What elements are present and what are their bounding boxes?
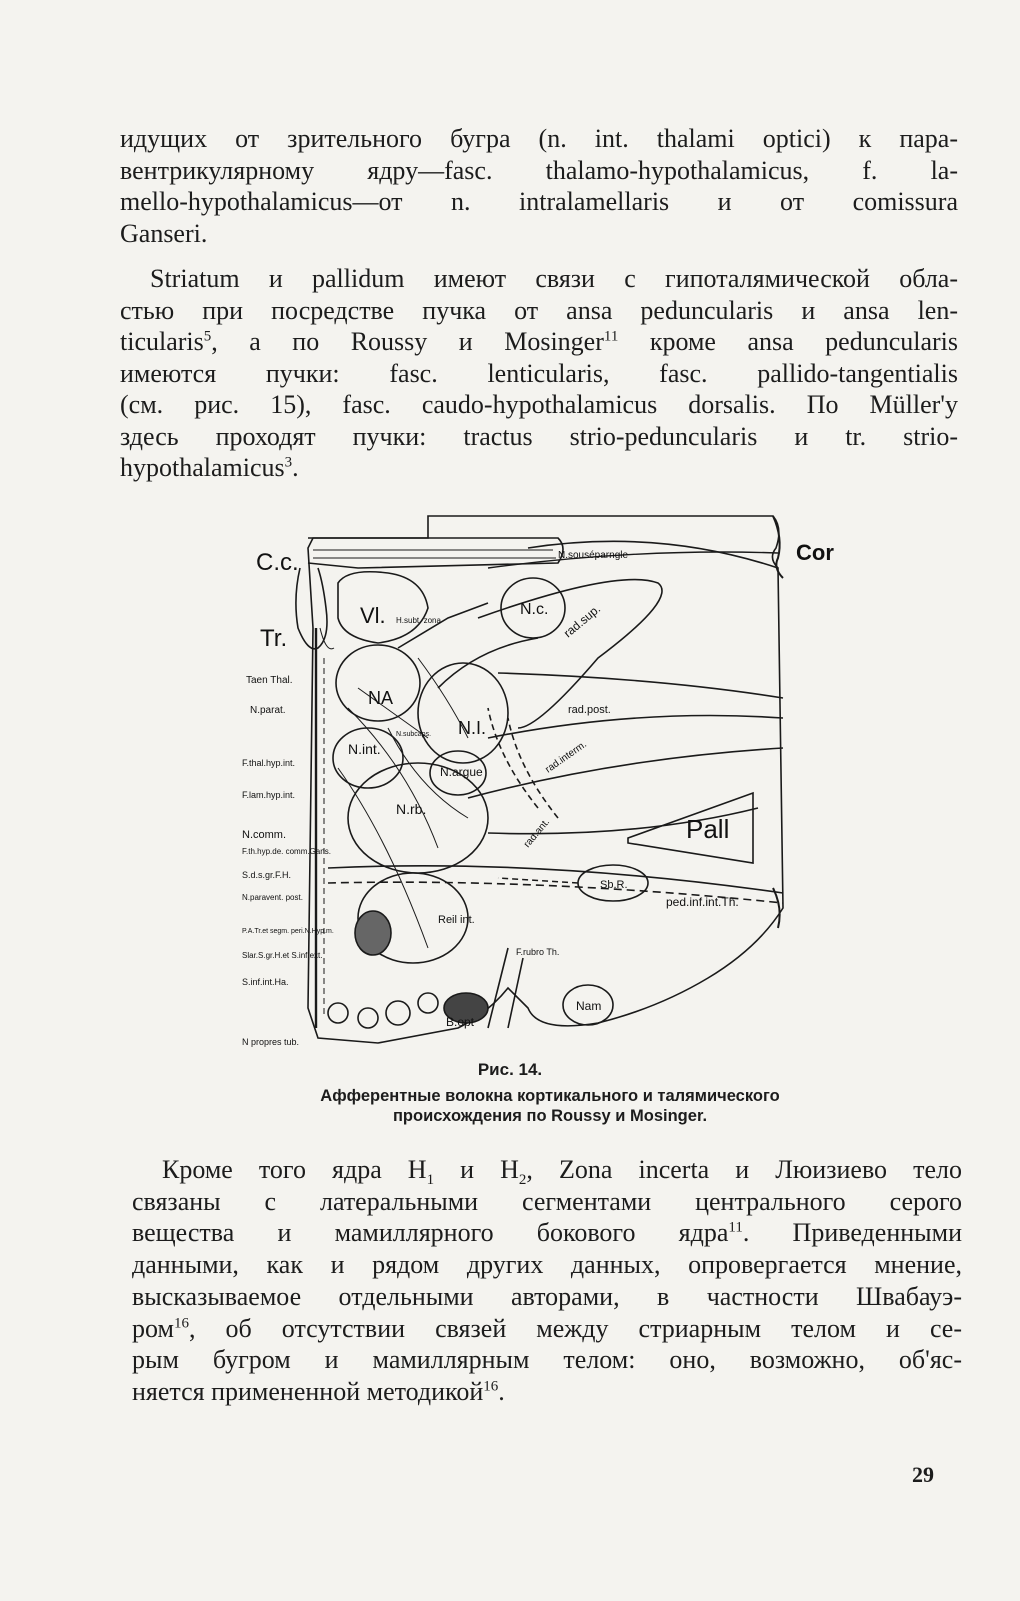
label-f-thal-hyp-int: F.thal.hyp.int. (242, 758, 296, 768)
label-ped-inf: ped.inf.int.Th. (666, 895, 739, 909)
text-fragment: ticularis (120, 327, 204, 356)
text-fragment: . (292, 453, 299, 482)
figure-caption (200, 1086, 900, 1126)
label-hsubt: H.subt. zona (396, 616, 441, 625)
text-fragment: . Приведенными (742, 1218, 962, 1248)
label-rad-post: rad.post. (568, 704, 611, 716)
label-taen-thal: Taen Thal. (246, 675, 293, 686)
figure-number: Рис. 14. (477, 1060, 543, 1079)
label-tr: Tr. (260, 625, 288, 652)
label-n-sousependyme: N.souséparngle (558, 550, 629, 561)
text-line: стью при посредстве пучка от ansa peduncularis и ansa len- (120, 295, 958, 325)
label-n-propres: N propres tub. (242, 1037, 300, 1047)
text-fragment: , Zona incerta и Люизиево тело (526, 1155, 962, 1184)
label-na: NA (368, 688, 394, 708)
text-fragment: вещества и мамиллярного бокового ядра (132, 1218, 729, 1248)
label-bopt: B.opt (446, 1015, 475, 1029)
label-n-paravent: N.paravent. post. (242, 893, 303, 902)
text-line: Ganseri. (120, 218, 208, 248)
label-rad-interm: rad.interm. (543, 739, 589, 776)
label-pa-tr: P.A.Tr.et segm. peri.N.Hyp.m. (242, 928, 334, 935)
caption-line: Афферентные волокна кортикального и талямического (320, 1087, 780, 1105)
label-nam: Nam (576, 999, 602, 1013)
reference-mark: 16 (173, 1314, 189, 1331)
text-line: идущих от зрительного бугра (n. int. thalami optici) к пара- (120, 124, 958, 153)
label-cor: Cor (796, 540, 834, 565)
text-line (120, 326, 958, 358)
text-line: (см. рис. 15), fasc. caudo-hypothalamicus dorsalis. По Müller'y (120, 390, 958, 419)
text-line (132, 1154, 962, 1189)
caption-line: происхождения по Roussy и Mosinger. (392, 1107, 708, 1125)
text-fragment: няется примененной методикой (132, 1376, 484, 1406)
subscript: 2 (518, 1172, 527, 1189)
text-line: имеются пучки: fasc. lenticularis, fasc. pallido-tangentialis (120, 358, 958, 388)
reference-mark: 5 (203, 328, 212, 345)
paragraph-1 (120, 123, 958, 249)
label-vl: Vl. (360, 603, 386, 628)
text-line: связаны с латеральными сегментами центрального серого (132, 1186, 962, 1216)
label-s-d-sgr: S.d.s.gr.F.H. (242, 870, 292, 880)
label-slar: Slar.S.gr.H.et S.inf.ext. (242, 951, 323, 960)
reference-mark: 16 (483, 1378, 499, 1395)
text-fragment: кроме ansa peduncularis (618, 327, 958, 356)
paragraph-2 (120, 263, 958, 484)
reference-mark: 11 (603, 328, 619, 345)
label-n-int: N.int. (348, 741, 381, 757)
text-line: вентрикулярному ядру—fasc. thalamo-hypothalamicus, f. la- (120, 155, 958, 185)
label-n-comm: N.comm. (242, 829, 286, 841)
label-f-rubro: F.rubro Th. (516, 947, 560, 957)
subscript: 1 (426, 1172, 435, 1189)
text-line: mello-hypothalamicus—от n. intralamellaris и от comissura (120, 187, 958, 216)
text-fragment: ром (132, 1313, 174, 1343)
label-cc: C.c. (256, 549, 299, 576)
text-line (132, 1376, 962, 1408)
label-ni: N.I. (458, 718, 487, 738)
label-n-rb: N.rb. (396, 801, 427, 817)
label-n-parat: N.parat. (250, 705, 286, 716)
paragraph-3 (132, 1154, 962, 1408)
label-s-inf-int: S.inf.int.Ha. (242, 977, 289, 987)
text-line: данными, как и рядом других данных, опровергается мнение, (132, 1250, 962, 1280)
label-f-th-hyp-de: F.th.hyp.de. comm.Gans. (242, 847, 331, 856)
text-fragment: hypothalamicus (120, 453, 285, 482)
reference-mark: 3 (284, 454, 293, 471)
label-reil: Reil int. (438, 914, 475, 926)
text-fragment: , а по Roussy и Mosinger (211, 327, 604, 356)
label-rad-ant: rad.ant. (521, 816, 553, 850)
label-pall: Pall (686, 814, 730, 844)
page-number: 29 (912, 1462, 934, 1487)
label-sbr: Sb.R. (600, 879, 628, 891)
text-fragment: , об отсутствии связей между стриарным телом и се- (188, 1313, 962, 1343)
text-fragment: . (498, 1376, 505, 1406)
label-f-lam-hyp-int: F.lam.hyp.int. (242, 790, 296, 800)
text-line: Striatum и pallidum имеют связи с гипоталямической обла- (150, 264, 958, 293)
text-line (132, 1313, 962, 1345)
label-n-argue: N.argue (440, 765, 483, 779)
text-fragment: Кроме того ядра H (162, 1155, 427, 1184)
text-line (132, 1217, 962, 1249)
label-rad-sup: rad.sup. (560, 601, 604, 641)
reference-mark: 11 (728, 1219, 743, 1236)
brain-section-figure (238, 508, 834, 1058)
text-line (120, 452, 958, 484)
text-line: рым бугром и мамиллярным телом: оно, возможно, об'яс- (132, 1345, 962, 1375)
text-line: высказываемое отдельными авторами, в частности Швабауэ- (132, 1281, 962, 1311)
text-line: здесь проходят пучки: tractus strio-peduncularis и tr. strio- (120, 421, 958, 451)
text-fragment: и H (434, 1155, 519, 1184)
label-nsubcaps: N.subcaps. (396, 731, 432, 738)
label-nc: N.c. (520, 601, 549, 618)
